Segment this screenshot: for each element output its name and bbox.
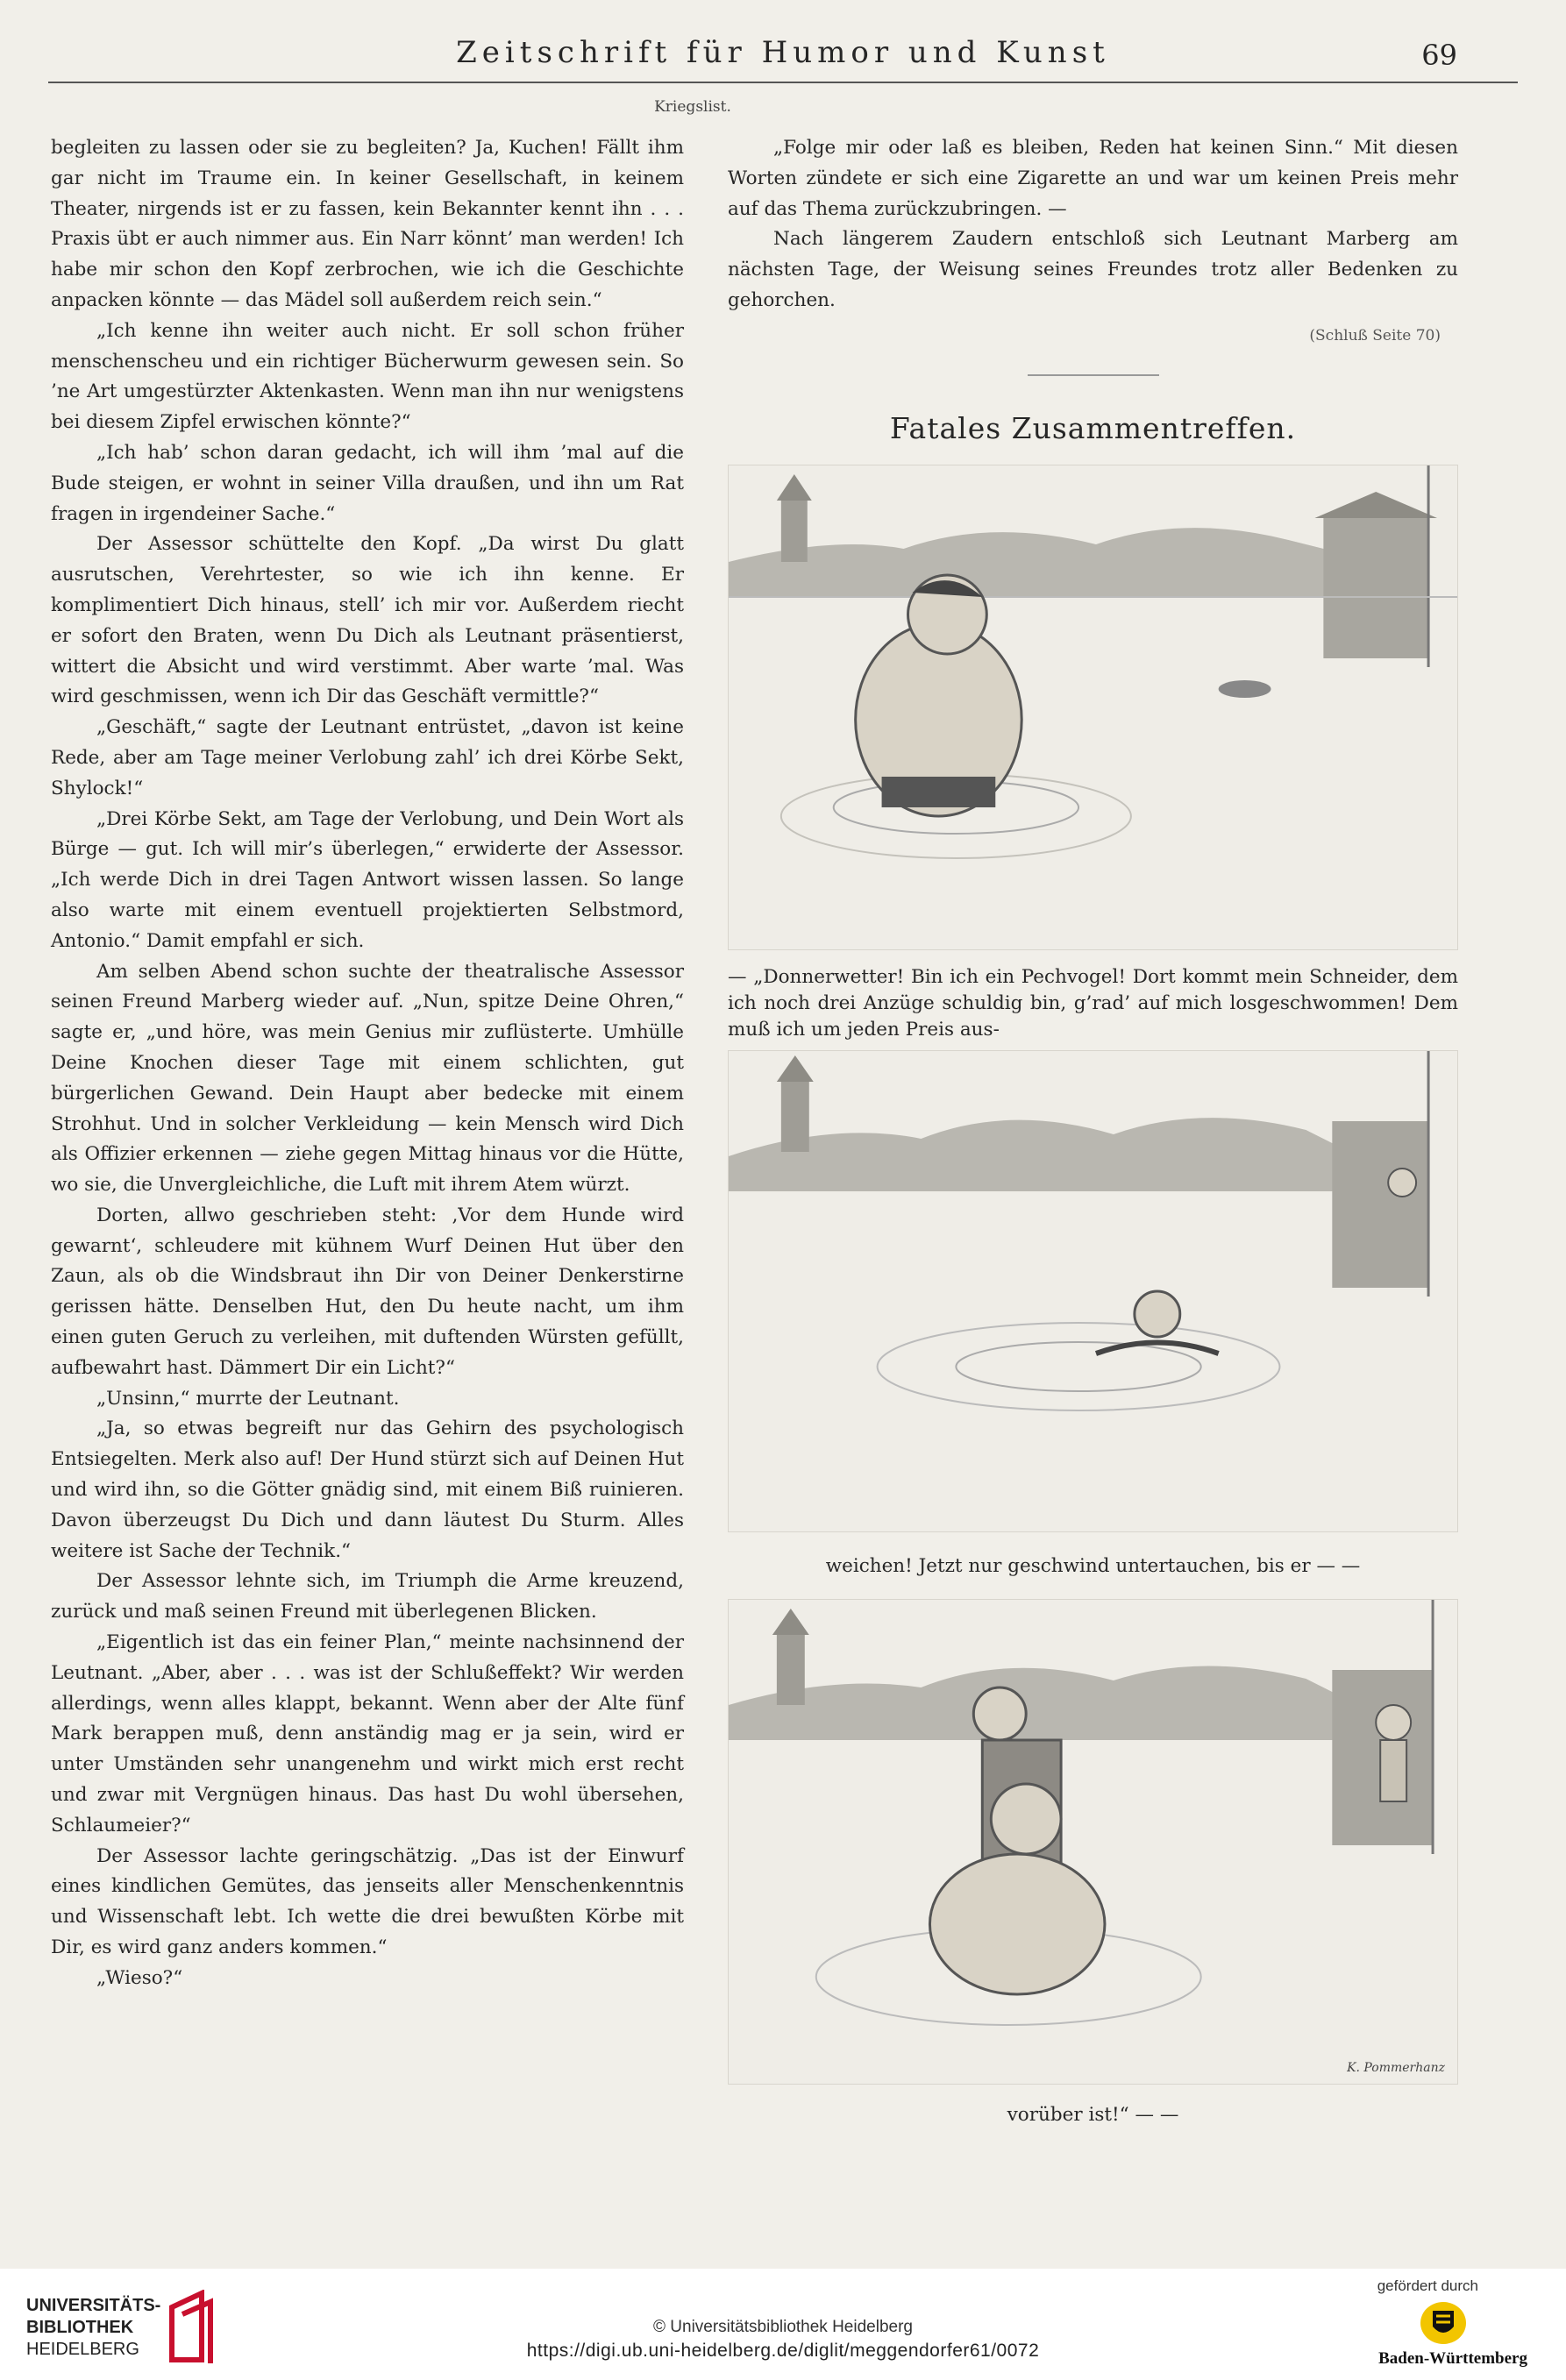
paragraph: Der Assessor lachte geringschätzig. „Das ist der Einwurf eines kindlichen Gemütes, das jenseits aller Menschenkenntnis und Wissenschaft lebt. Ich wette die drei bewußten Körbe mit Dir, es wird ganz anders kommen.“ [51,1844,684,1959]
paragraph: „Geschäft,“ sagte der Leutnant entrüstet, „davon ist keine Rede, aber am Tage meiner Verlobung zahl’ ich drei Körbe Sekt, Shylock!“ [51,716,684,799]
journal-title: Zeitschrift für Humor und Kunst [456,35,1110,70]
paragraph: „Folge mir oder laß es bleiben, Reden hat keinen Sinn.“ Mit diesen Worten zündete er sich eine Zigarette an und war um keinen Preis mehr auf das Thema zurückzubringen. — [728,137,1458,220]
paragraph: „Ich hab’ schon daran gedacht, ich will ihm ’mal auf die Bude steigen, er wohnt in seiner Villa draußen, und ihn um Rat fragen in irgendeiner Sache.“ [51,441,684,525]
paragraph: Nach längerem Zaudern entschloß sich Leutnant Marberg am nächsten Tage, der Weisung seines Freundes trotz aller Bedenken zu gehorchen. [728,228,1458,311]
cartoon-panel-3 [728,1599,1458,2085]
library-name-line-1: UNIVERSITÄTS- [26,2296,161,2315]
cartoon-caption-3: vorüber ist!“ — — [1007,2103,1179,2126]
ornament-divider [1028,374,1159,376]
illustration-lake-collision [729,1600,1457,2084]
sponsor-label: gefördert durch [1377,2277,1478,2294]
cartoon-title: Fatales Zusammentreffen. [889,410,1297,445]
left-text-column [51,133,684,1994]
permalink-url[interactable]: https://digi.ub.uni-heidelberg.de/diglit/meggendorfer61/0072 [526,2341,1040,2361]
copyright-notice: © Universitätsbibliothek Heidelberg [653,2318,913,2336]
paragraph: Dorten, allwo geschrieben steht: ‚Vor dem Hunde wird gewarnt‘, schleudere mit kühnem Wurf Deinen Hut über den Zaun, als ob die Windsbraut ihn Dir von Deiner Denkerstirne gerissen hätte. Denselben Hut, den Du heute nacht, um ihm einen guten Geruch zu verleihen, mit duftenden Würsten gefüllt, aufbewahrt hast. Dämmert Dir ein Licht?“ [51,1204,684,1379]
cartoon-caption-1: — „Donnerwetter! Bin ich ein Pechvogel! Dort kommt mein Schneider, dem ich noch drei Anzüge schuldig bin, g’rad’ auf mich losgeschwommen! Dem muß ich um jeden Preis aus- [728,965,1458,1041]
paragraph: begleiten zu lassen oder sie zu begleiten? Ja, Kuchen! Fällt ihm gar nicht im Traume ein. In keiner Gesellschaft, in keinem Theater, nirgends ist er zu fassen, kein Bekannter kennt ihn . . . Praxis übt er auch nimmer aus. Ein Narr könnt’ man werden! Ich habe mir schon den Kopf zerbrochen, wie ich die Geschichte anpacken könnte — das Mädel soll außerdem reich sein.“ [51,137,684,311]
paragraph: „Ich kenne ihn weiter auch nicht. Er soll schon früher menschenscheu und ein richtiger Bücherwurm gewesen sein. So ’ne Art umgestürzter Aktenkasten. Wenn man ihn nur wenigstens bei diesem Zipfel erwischen könnte?“ [51,319,684,434]
paragraph: „Drei Körbe Sekt, am Tage der Verlobung, und Dein Wort als Bürge — gut. Ich will mir’s überlegen,“ erwiderte der Assessor. „Ich werde Dich in drei Tagen Antwort wissen lassen. So lange also warte mit einem eventuell projektierten Selbstmord, Antonio.“ Damit empfahl er sich. [51,807,684,952]
right-column [728,133,1458,2128]
state-coat-of-arms-icon [1419,2298,1468,2348]
story-running-title: Kriegslist. [654,98,731,116]
paragraph: „Unsinn,“ murrte der Leutnant. [96,1387,400,1410]
paragraph: „Ja, so etwas begreift nur das Gehirn des psychologisch Entsiegelten. Merk also auf! Der Hund stürzt sich auf Deinen Hut und wird ihn, so die Götter gnädig sind, mit einem Biß ruinieren. Davon überzeugst Du Dich und dann läutest Du Sturm. Alles weitere ist Sache der Technik.“ [51,1417,684,1562]
cartoon-panel-1 [728,465,1458,950]
paragraph: Der Assessor schüttelte den Kopf. „Da wirst Du glatt ausrutschen, Verehrtester, so wie ich ihn kenne. Er komplimentiert Dich hinaus, stell’ ich mir vor. Außerdem riecht er sofort den Braten, wenn Du Dich als Leutnant präsentierst, wittert die Absicht und wird verstimmt. Aber warte ’mal. Was wird geschmissen, wenn ich Dir das Geschäft vermittle?“ [51,533,684,708]
library-name-line-3: HEIDELBERG [26,2340,139,2359]
library-footer [0,2269,1566,2380]
paragraph: „Eigentlich ist das ein feiner Plan,“ meinte nachsinnend der Leutnant. „Aber, aber . . . was ist der Schlußeffekt? Wir werden allerdings, wenn alles klappt, bekannt. Wenn aber der Alte fünf Mark berappen muß, denn anständig mag er ja sein, wird er unter Umständen sehr unangenehm und wirkt mich erst recht und zwar mit Vergnügen hinaus. Das hast Du wohl übersehen, Schlaumeier?“ [51,1631,684,1837]
illustration-lake-swimmer-2 [729,1051,1457,1531]
cartoon-panel-2 [728,1050,1458,1532]
paragraph: „Wieso?“ [96,1966,183,1989]
sponsor-name: Baden-Württemberg [1378,2349,1527,2368]
cartoon-caption-2: weichen! Jetzt nur geschwind untertauchen, bis er — — [825,1554,1361,1577]
illustration-lake-swimmer-1 [729,465,1457,949]
artist-signature: K. Pommerhanz [1347,2060,1445,2075]
paragraph: Am selben Abend schon suchte der theatralische Assessor seinen Freund Marberg wieder auf. „Nun, spitze Deine Ohren,“ sagte er, „und höre, was mein Genius mir zuflüsterte. Umhülle Deine Knochen dieser Tage mit einem schlichten, gut bürgerlichen Gewand. Dein Haupt aber bedecke mit einem Strohhut. Und in solcher Verkleidung — kein Mensch wird Dich als Offizier erkennen — ziehe gegen Mittag hinaus vor die Hütte, wo sie, die Unvergleichliche, die Luft mit ihrem Atem würzt. [51,960,684,1197]
paragraph: Der Assessor lehnte sich, im Triumph die Arme kreuzend, zurück und maß seinen Freund mit überlegenen Blicken. [51,1570,684,1623]
page-number: 69 [1421,39,1457,72]
continuation-note: (Schluß Seite 70) [1309,326,1441,345]
library-name-line-2: BIBLIOTHEK [26,2318,134,2337]
header-rule [48,82,1518,83]
